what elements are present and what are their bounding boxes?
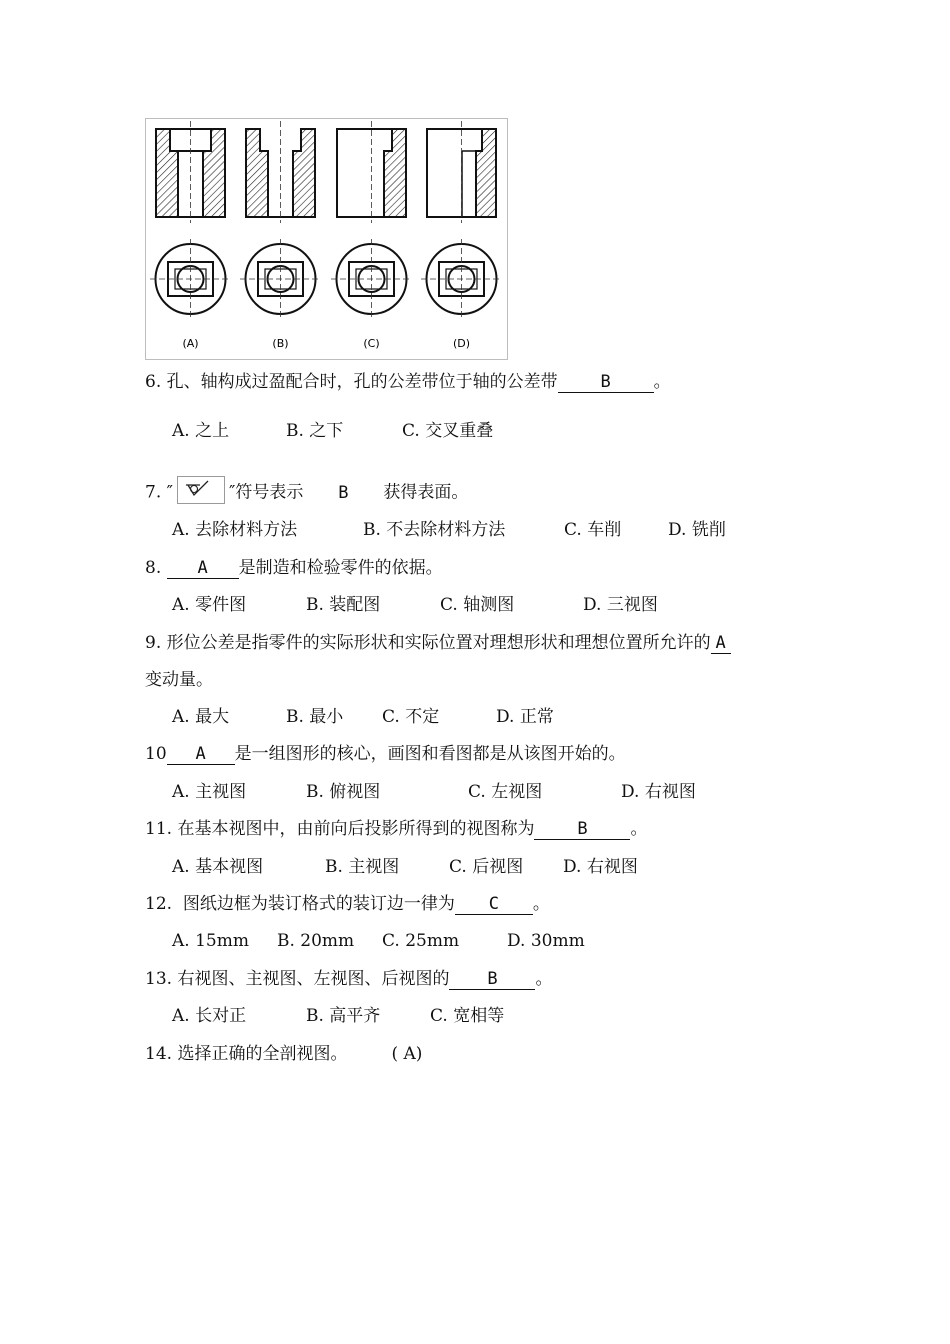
question-6 <box>145 371 671 393</box>
view-a-section <box>156 121 225 223</box>
question-11-options <box>172 856 638 878</box>
option: C. 交叉重叠 <box>402 421 494 441</box>
option: B. 最小 <box>286 707 344 727</box>
question-10-text: 是一组图形的核心，画图和看图都是从该图开始的。 <box>234 744 626 764</box>
question-7-options <box>172 519 726 541</box>
figure-label-a: (A) <box>182 337 199 350</box>
option: C. 25mm <box>382 931 460 951</box>
view-b-plan <box>240 239 321 319</box>
question-14-text: 14. 选择正确的全剖视图。 <box>145 1044 348 1064</box>
option: B. 主视图 <box>325 857 400 877</box>
question-11-text: 11. 在基本视图中，由前向后投影所得到的视图称为 <box>145 819 535 839</box>
question-9-text: 9. 形位公差是指零件的实际形状和实际位置对理想形状和理想位置所允许的 <box>145 633 711 653</box>
option: A. 最大 <box>172 707 230 727</box>
question-6-text: 6. 孔、轴构成过盈配合时，孔的公差带位于轴的公差带 <box>145 372 558 392</box>
question-7-prefix: 7. ″ <box>145 482 173 503</box>
option: B. 高平齐 <box>306 1006 381 1026</box>
question-8-answer: A <box>167 558 239 579</box>
option: A. 长对正 <box>172 1006 247 1026</box>
question-9-line2: 变动量。 <box>145 670 213 690</box>
question-7-answer: B <box>338 482 349 503</box>
question-11-end: 。 <box>630 819 648 839</box>
view-d-plan <box>421 239 502 319</box>
question-8-options <box>172 594 658 616</box>
surface-roughness-symbol-icon <box>177 476 225 504</box>
question-9 <box>145 632 731 654</box>
option: A. 之上 <box>172 421 230 441</box>
option: D. 铣削 <box>668 520 726 540</box>
question-9-answer: A <box>711 633 731 654</box>
view-d-section <box>427 121 496 223</box>
option: A. 去除材料方法 <box>172 520 298 540</box>
option: B. 俯视图 <box>306 782 381 802</box>
question-13 <box>145 968 552 990</box>
section-view-drawing <box>146 119 507 359</box>
question-11-answer: B <box>534 819 630 840</box>
section-view-figure <box>145 118 508 360</box>
option: B. 装配图 <box>306 595 381 615</box>
question-13-text: 13. 右视图、主视图、左视图、后视图的 <box>145 969 450 989</box>
option: C. 轴测图 <box>440 595 515 615</box>
option: D. 右视图 <box>563 857 638 877</box>
option: D. 右视图 <box>621 782 696 802</box>
option: C. 车削 <box>564 520 622 540</box>
view-b-section <box>246 121 315 223</box>
option: B. 20mm <box>277 931 355 951</box>
question-8 <box>145 557 443 579</box>
question-12-end: 。 <box>532 894 550 914</box>
view-a-plan <box>150 239 231 319</box>
question-10-answer: A <box>167 744 235 765</box>
option: D. 正常 <box>496 707 554 727</box>
option: A. 主视图 <box>172 782 247 802</box>
question-12-text: 12. 图纸边框为装订格式的装订边一律为 <box>145 894 455 914</box>
question-10-options <box>172 781 696 803</box>
question-8-text: 是制造和检验零件的依据。 <box>238 558 443 578</box>
question-13-end: 。 <box>535 969 553 989</box>
question-14 <box>145 1043 422 1065</box>
question-13-answer: B <box>449 969 535 990</box>
question-7-tail: 获得表面。 <box>383 482 469 503</box>
figure-label-c: (C) <box>363 337 380 350</box>
option: C. 宽相等 <box>430 1006 505 1026</box>
option: A. 基本视图 <box>172 857 264 877</box>
question-13-options <box>172 1005 504 1027</box>
figure-label-b: (B) <box>272 337 289 350</box>
question-12-answer: C <box>455 894 533 915</box>
figure-label-d: (D) <box>452 337 471 350</box>
question-11 <box>145 818 647 840</box>
question-14-answer: ( A) <box>391 1044 423 1064</box>
question-6-answer: B <box>558 372 654 393</box>
question-12-options <box>172 930 585 952</box>
option: C. 后视图 <box>449 857 524 877</box>
question-7-suffix: ″符号表示 <box>228 482 304 503</box>
question-6-options <box>172 420 493 442</box>
question-8-prefix: 8. <box>145 558 162 578</box>
option: C. 左视图 <box>468 782 543 802</box>
option: B. 不去除材料方法 <box>363 520 506 540</box>
question-12 <box>145 893 550 915</box>
option: B. 之下 <box>286 421 344 441</box>
question-6-end: 。 <box>653 372 671 392</box>
question-9-options <box>172 706 554 728</box>
question-10 <box>145 743 626 765</box>
view-c-section <box>337 121 406 223</box>
question-7 <box>145 479 468 507</box>
option: A. 零件图 <box>172 595 247 615</box>
option: D. 三视图 <box>583 595 658 615</box>
option: D. 30mm <box>507 931 585 951</box>
question-10-prefix: 10 <box>145 744 167 764</box>
option: C. 不定 <box>382 707 440 727</box>
option: A. 15mm <box>172 931 249 951</box>
view-c-plan <box>331 239 412 319</box>
